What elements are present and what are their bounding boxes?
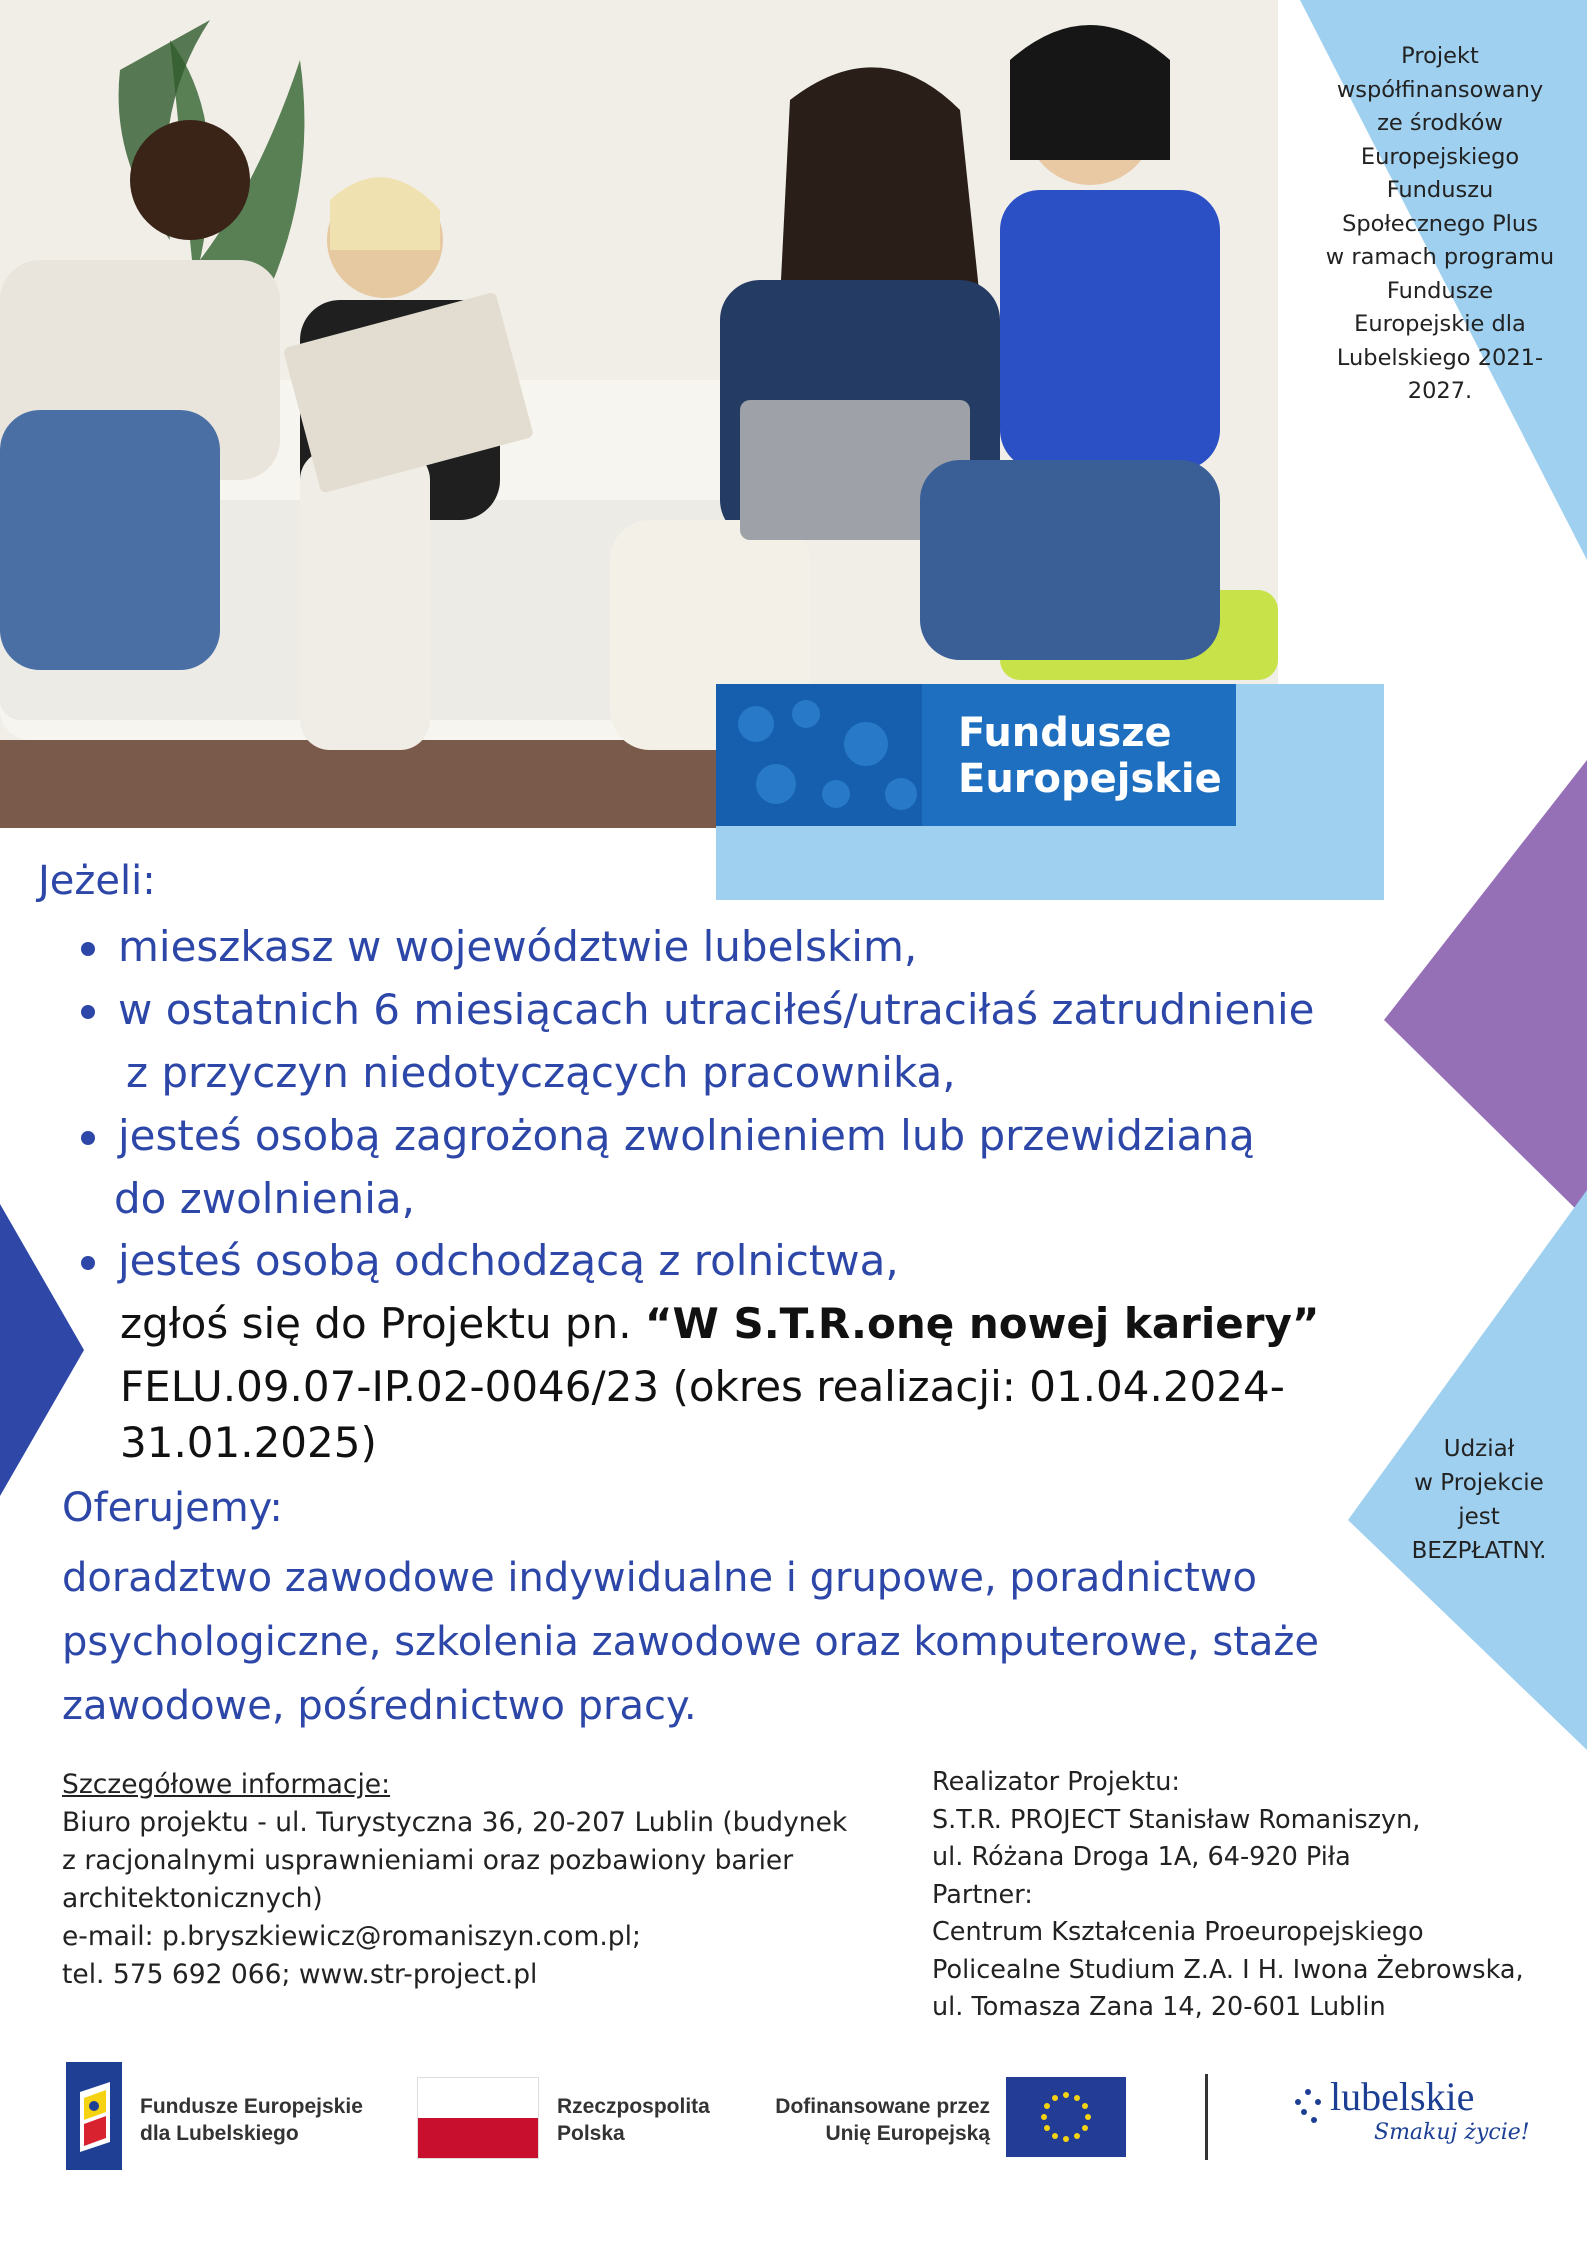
- details-address-cont: architektonicznych): [62, 1883, 323, 1914]
- cofinancing-line: Funduszu: [1386, 177, 1494, 203]
- details-contact[interactable]: tel. 575 692 066; www.str-project.pl: [62, 1959, 538, 1990]
- bullet-icon: [81, 1256, 95, 1270]
- realizator-line: Realizator Projektu:: [932, 1767, 1181, 1797]
- eu-line1: Dofinansowane przez: [775, 2095, 990, 2118]
- star-pattern-icon: [716, 684, 922, 826]
- participation-line: BEZPŁATNY.: [1411, 1538, 1547, 1564]
- cofinancing-line: Europejskiego: [1360, 143, 1520, 170]
- cofinancing-line: Europejskie dla: [1354, 311, 1526, 337]
- cofinancing-line: Fundusze: [1386, 277, 1494, 304]
- eu-flag-icon: [1006, 2077, 1126, 2157]
- fe-lubelskie-line1: Fundusze Europejskie: [140, 2095, 363, 2118]
- fe-lubelskie-logo-text: [140, 2093, 363, 2147]
- condition-2: w ostatnich 6 miesiącach utraciłeś/utraciłaś zatrudnienie: [118, 985, 1315, 1034]
- cofinancing-line: współfinansowany: [1336, 76, 1544, 103]
- apply-line: [120, 1299, 1319, 1349]
- lubelskie-logo-name: lubelskie: [1330, 2074, 1475, 2119]
- rp-line1: Rzeczpospolita: [557, 2095, 710, 2118]
- realizator-line: Centrum Kształcenia Proeuropejskiego: [932, 1917, 1424, 1947]
- details-address-cont: z racjonalnymi usprawnieniami oraz pozbawiony barier: [62, 1845, 794, 1876]
- bullet-icon: [81, 942, 95, 956]
- cofinancing-line: Społecznego Plus: [1342, 210, 1538, 237]
- fe-lubelskie-logo-icon: [66, 2062, 122, 2170]
- participation-note: [1384, 1432, 1574, 1568]
- condition-4: jesteś osobą odchodzącą z rolnictwa,: [118, 1236, 899, 1285]
- lubelskie-star-icon: [1290, 2080, 1330, 2140]
- realizator-line: ul. Różana Droga 1A, 64-920 Piła: [932, 1842, 1351, 1872]
- participation-line: w Projekcie: [1414, 1470, 1544, 1496]
- fe-logo-star-panel: [716, 684, 922, 826]
- realizator-line: S.T.R. PROJECT Stanisław Romaniszyn,: [932, 1804, 1421, 1835]
- rp-line2: Polska: [557, 2122, 625, 2145]
- project-name: “W S.T.R.onę nowej kariery”: [644, 1299, 1320, 1348]
- cofinancing-line: w ramach programu: [1325, 244, 1555, 270]
- purple-diamond: [1384, 760, 1587, 1220]
- participation-line: jest: [1458, 1504, 1500, 1530]
- cofinancing-note: [1300, 40, 1580, 409]
- project-end-date: 31.01.2025): [120, 1418, 377, 1467]
- polish-flag-icon: [417, 2077, 539, 2159]
- intro-heading: Jeżeli:: [38, 858, 156, 904]
- details-email[interactable]: e-mail: p.bryszkiewicz@romaniszyn.com.pl;: [62, 1921, 641, 1952]
- cofinancing-line: ze środków: [1377, 110, 1503, 136]
- fe-logo-line1: Fundusze: [958, 710, 1172, 756]
- fe-logo-text: [958, 710, 1222, 802]
- project-code: FELU.09.07-IP.02-0046/23 (okres realizacji: 01.04.2024-: [120, 1362, 1285, 1411]
- realizator-block: [932, 1764, 1572, 2027]
- realizator-line: Policealne Studium Z.A. I H. Iwona Żebrowska,: [932, 1954, 1524, 1985]
- offer-heading: Oferujemy:: [62, 1485, 283, 1531]
- bullet-icon: [81, 1131, 95, 1145]
- cofinancing-line: 2027.: [1407, 378, 1473, 404]
- fe-lubelskie-line2: dla Lubelskiego: [140, 2122, 299, 2145]
- condition-3-cont: do zwolnienia,: [114, 1174, 415, 1223]
- condition-2-cont: z przyczyn niedotyczących pracownika,: [126, 1048, 956, 1097]
- logo-divider: [1205, 2074, 1208, 2160]
- details-heading: Szczegółowe informacje:: [62, 1769, 391, 1800]
- bullet-icon: [81, 1005, 95, 1019]
- condition-1: mieszkasz w województwie lubelskim,: [118, 922, 918, 971]
- fe-logo-line2: Europejskie: [958, 756, 1222, 802]
- condition-3: jesteś osobą zagrożoną zwolnieniem lub przewidzianą: [118, 1111, 1255, 1160]
- rp-logo-text: [557, 2093, 710, 2147]
- navy-triangle-left: [0, 1204, 84, 1496]
- eu-logo-text: [760, 2093, 990, 2147]
- participation-line: Udział: [1443, 1436, 1515, 1462]
- realizator-line: Partner:: [932, 1879, 1033, 1910]
- lubelskie-logo-tagline: Smakuj życie!: [1374, 2120, 1530, 2145]
- cofinancing-line: Projekt: [1401, 43, 1479, 69]
- cofinancing-line: Lubelskiego 2021-: [1336, 344, 1544, 371]
- offer-text: doradztwo zawodowe indywidualne i grupowe, poradnictwo psychologiczne, szkolenia zawodowe oraz komputerowe, staże zawodowe, pośrednictwo pracy.: [62, 1555, 1320, 1729]
- eu-line2: Unię Europejską: [825, 2122, 990, 2145]
- details-block: [62, 1766, 902, 1994]
- realizator-line: ul. Tomasza Zana 14, 20-601 Lublin: [932, 1992, 1386, 2022]
- details-address: Biuro projektu - ul. Turystyczna 36, 20-207 Lublin (budynek: [62, 1807, 848, 1838]
- apply-prefix: zgłoś się do Projektu pn.: [120, 1299, 645, 1348]
